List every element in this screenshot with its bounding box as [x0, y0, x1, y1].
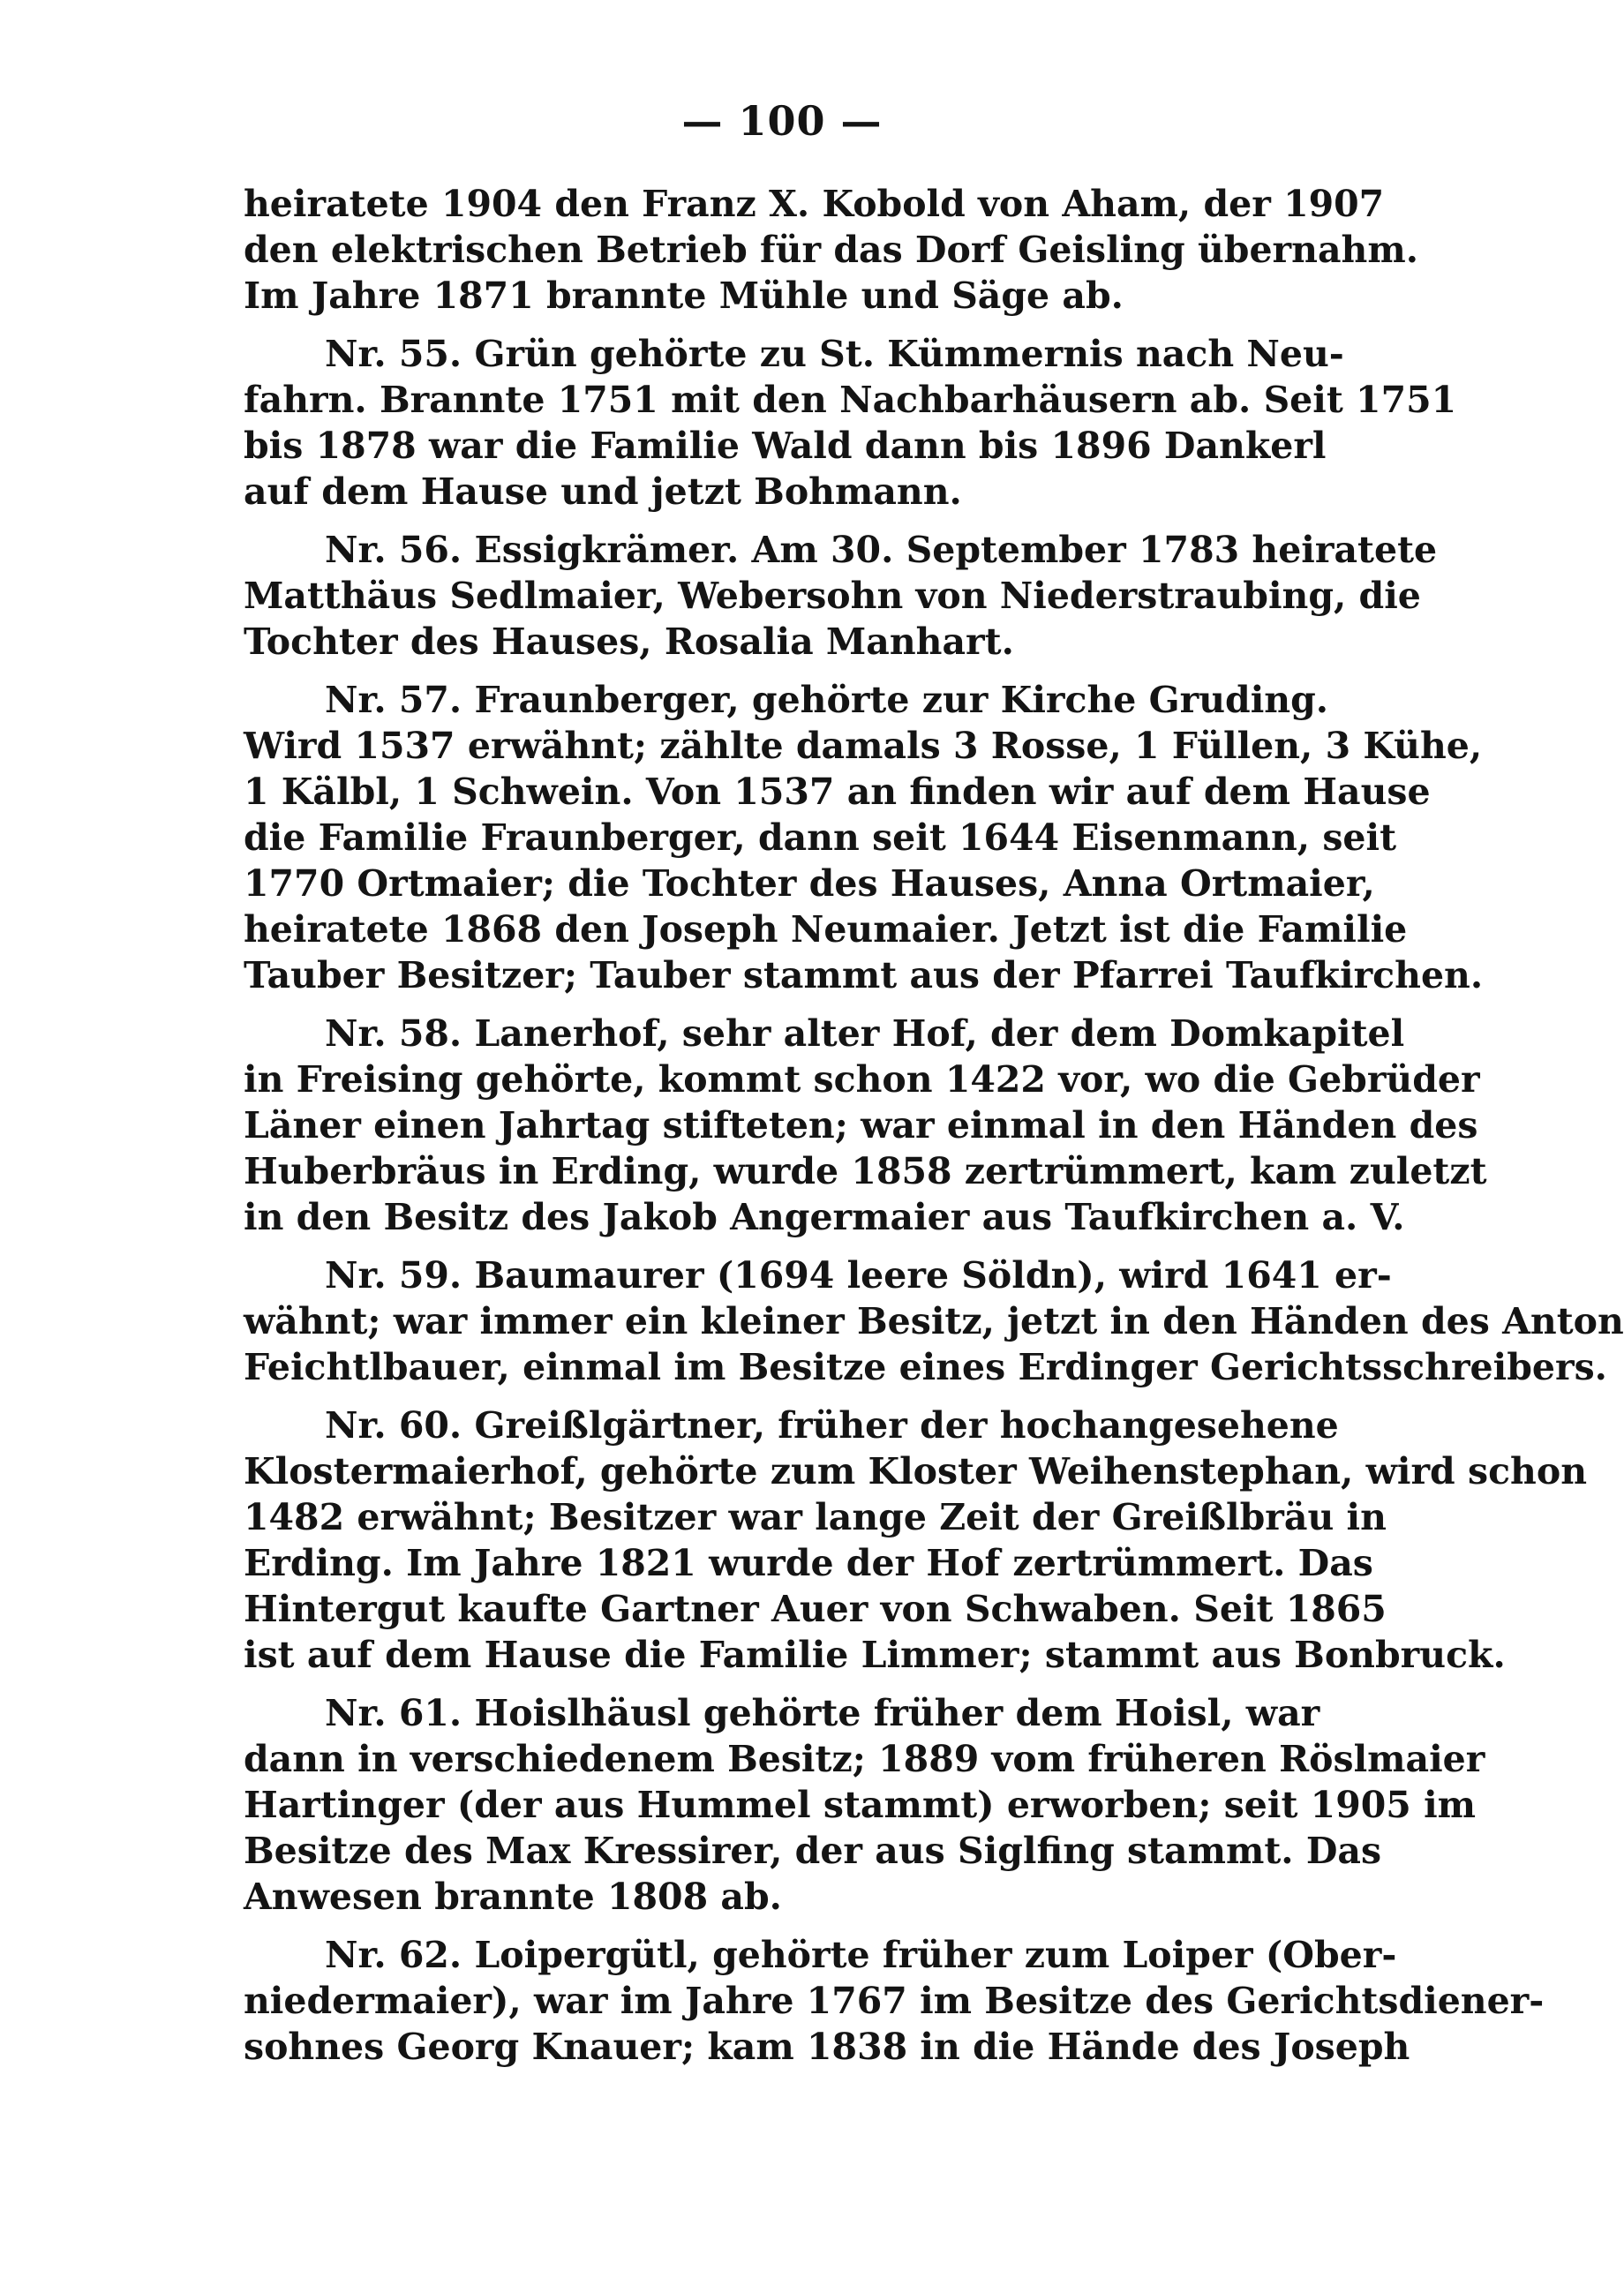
text-line: 1482 erwähnt; Besitzer war lange Zeit der Greißlbräu in [244, 1496, 1387, 1538]
text-line: Im Jahre 1871 brannte Mühle und Säge ab. [244, 274, 1124, 317]
text-line: die Familie Fraunberger, dann seit 1644 Eisenmann, seit [244, 816, 1397, 859]
text-line: in den Besitz des Jakob Angermaier aus Taufkirchen a. V. [244, 1196, 1405, 1238]
text-line: Erding. Im Jahre 1821 wurde der Hof zertrümmert. Das [244, 1542, 1373, 1584]
text-line: Huberbräus in Erding, wurde 1858 zertrümmert, kam zuletzt [244, 1150, 1487, 1192]
text-line: heiratete 1904 den Franz X. Kobold von Aham, der 1907 [244, 183, 1385, 225]
text-line: Nr. 55. Grün gehörte zu St. Kümmernis nach Neu- [325, 333, 1344, 375]
entry-nr-55 [244, 331, 1457, 515]
text-line: auf dem Hause und jetzt Bohmann. [244, 470, 962, 513]
entry-nr-58 [244, 1011, 1487, 1240]
text-line: 1 Kälbl, 1 Schwein. Von 1537 an finden wir auf dem Hause [244, 771, 1431, 813]
paragraph-continuation [244, 181, 1418, 319]
text-line: heiratete 1868 den Joseph Neumaier. Jetzt ist die Familie [244, 908, 1408, 951]
text-line: ist auf dem Hause die Familie Limmer; stammt aus Bonbruck. [244, 1634, 1506, 1676]
entry-nr-57 [244, 677, 1484, 998]
text-line: Hartinger (der aus Hummel stammt) erworben; seit 1905 im [244, 1784, 1477, 1826]
text-line: sohnes Georg Knauer; kam 1838 in die Hände des Joseph [244, 2026, 1410, 2068]
text-line: Nr. 59. Baumaurer (1694 leere Söldn), wird 1641 er- [325, 1254, 1392, 1297]
text-line: fahrn. Brannte 1751 mit den Nachbarhäusern ab. Seit 1751 [244, 379, 1457, 421]
text-line: Nr. 62. Loipergütl, gehörte früher zum Loiper (Ober- [325, 1934, 1397, 1976]
text-line: Nr. 60. Greißlgärtner, früher der hochangesehene [325, 1404, 1339, 1447]
entry-nr-59 [244, 1252, 1624, 1390]
text-line: Nr. 58. Lanerhof, sehr alter Hof, der dem Domkapitel [325, 1012, 1405, 1055]
entry-nr-56 [244, 527, 1438, 665]
page-number: — 100 — [681, 97, 883, 145]
page-body [244, 181, 1624, 2070]
text-line: Nr. 61. Hoislhäusl gehörte früher dem Hoisl, war [325, 1692, 1320, 1734]
text-line: bis 1878 war die Familie Wald dann bis 1896 Dankerl [244, 425, 1327, 467]
text-line: den elektrischen Betrieb für das Dorf Geisling übernahm. [244, 229, 1418, 271]
entry-nr-62 [244, 1932, 1545, 2070]
text-line: Klostermaierhof, gehörte zum Kloster Weihenstephan, wird schon [244, 1450, 1588, 1492]
text-line: niedermaier), war im Jahre 1767 im Besitze des Gerichtsdiener- [244, 1980, 1545, 2022]
text-line: Tochter des Hauses, Rosalia Manhart. [244, 620, 1014, 663]
text-line: Läner einen Jahrtag stifteten; war einmal in den Händen des [244, 1104, 1478, 1146]
text-line: 1770 Ortmaier; die Tochter des Hauses, Anna Ortmaier, [244, 862, 1375, 905]
text-line: Matthäus Sedlmaier, Webersohn von Niederstraubing, die [244, 575, 1421, 617]
text-line: Hintergut kaufte Gartner Auer von Schwaben. Seit 1865 [244, 1588, 1387, 1630]
text-line: Nr. 56. Essigkrämer. Am 30. September 1783 heiratete [325, 529, 1438, 571]
entry-nr-61 [244, 1690, 1485, 1920]
text-line: dann in verschiedenem Besitz; 1889 vom früheren Röslmaier [244, 1738, 1485, 1780]
text-line: in Freising gehörte, kommt schon 1422 vor, wo die Gebrüder [244, 1058, 1480, 1101]
text-line: Besitze des Max Kressirer, der aus Siglfing stammt. Das [244, 1830, 1382, 1872]
text-line: wähnt; war immer ein kleiner Besitz, jetzt in den Händen des Anton [244, 1300, 1624, 1342]
text-line: Anwesen brannte 1808 ab. [244, 1876, 782, 1918]
entry-nr-60 [244, 1402, 1588, 1678]
text-line: Nr. 57. Fraunberger, gehörte zur Kirche Gruding. [325, 679, 1329, 721]
text-line: Feichtlbauer, einmal im Besitze eines Erdinger Gerichtsschreibers. [244, 1346, 1607, 1388]
text-line: Tauber Besitzer; Tauber stammt aus der Pfarrei Taufkirchen. [244, 954, 1484, 996]
text-line: Wird 1537 erwähnt; zählte damals 3 Rosse, 1 Füllen, 3 Kühe, [244, 725, 1483, 767]
